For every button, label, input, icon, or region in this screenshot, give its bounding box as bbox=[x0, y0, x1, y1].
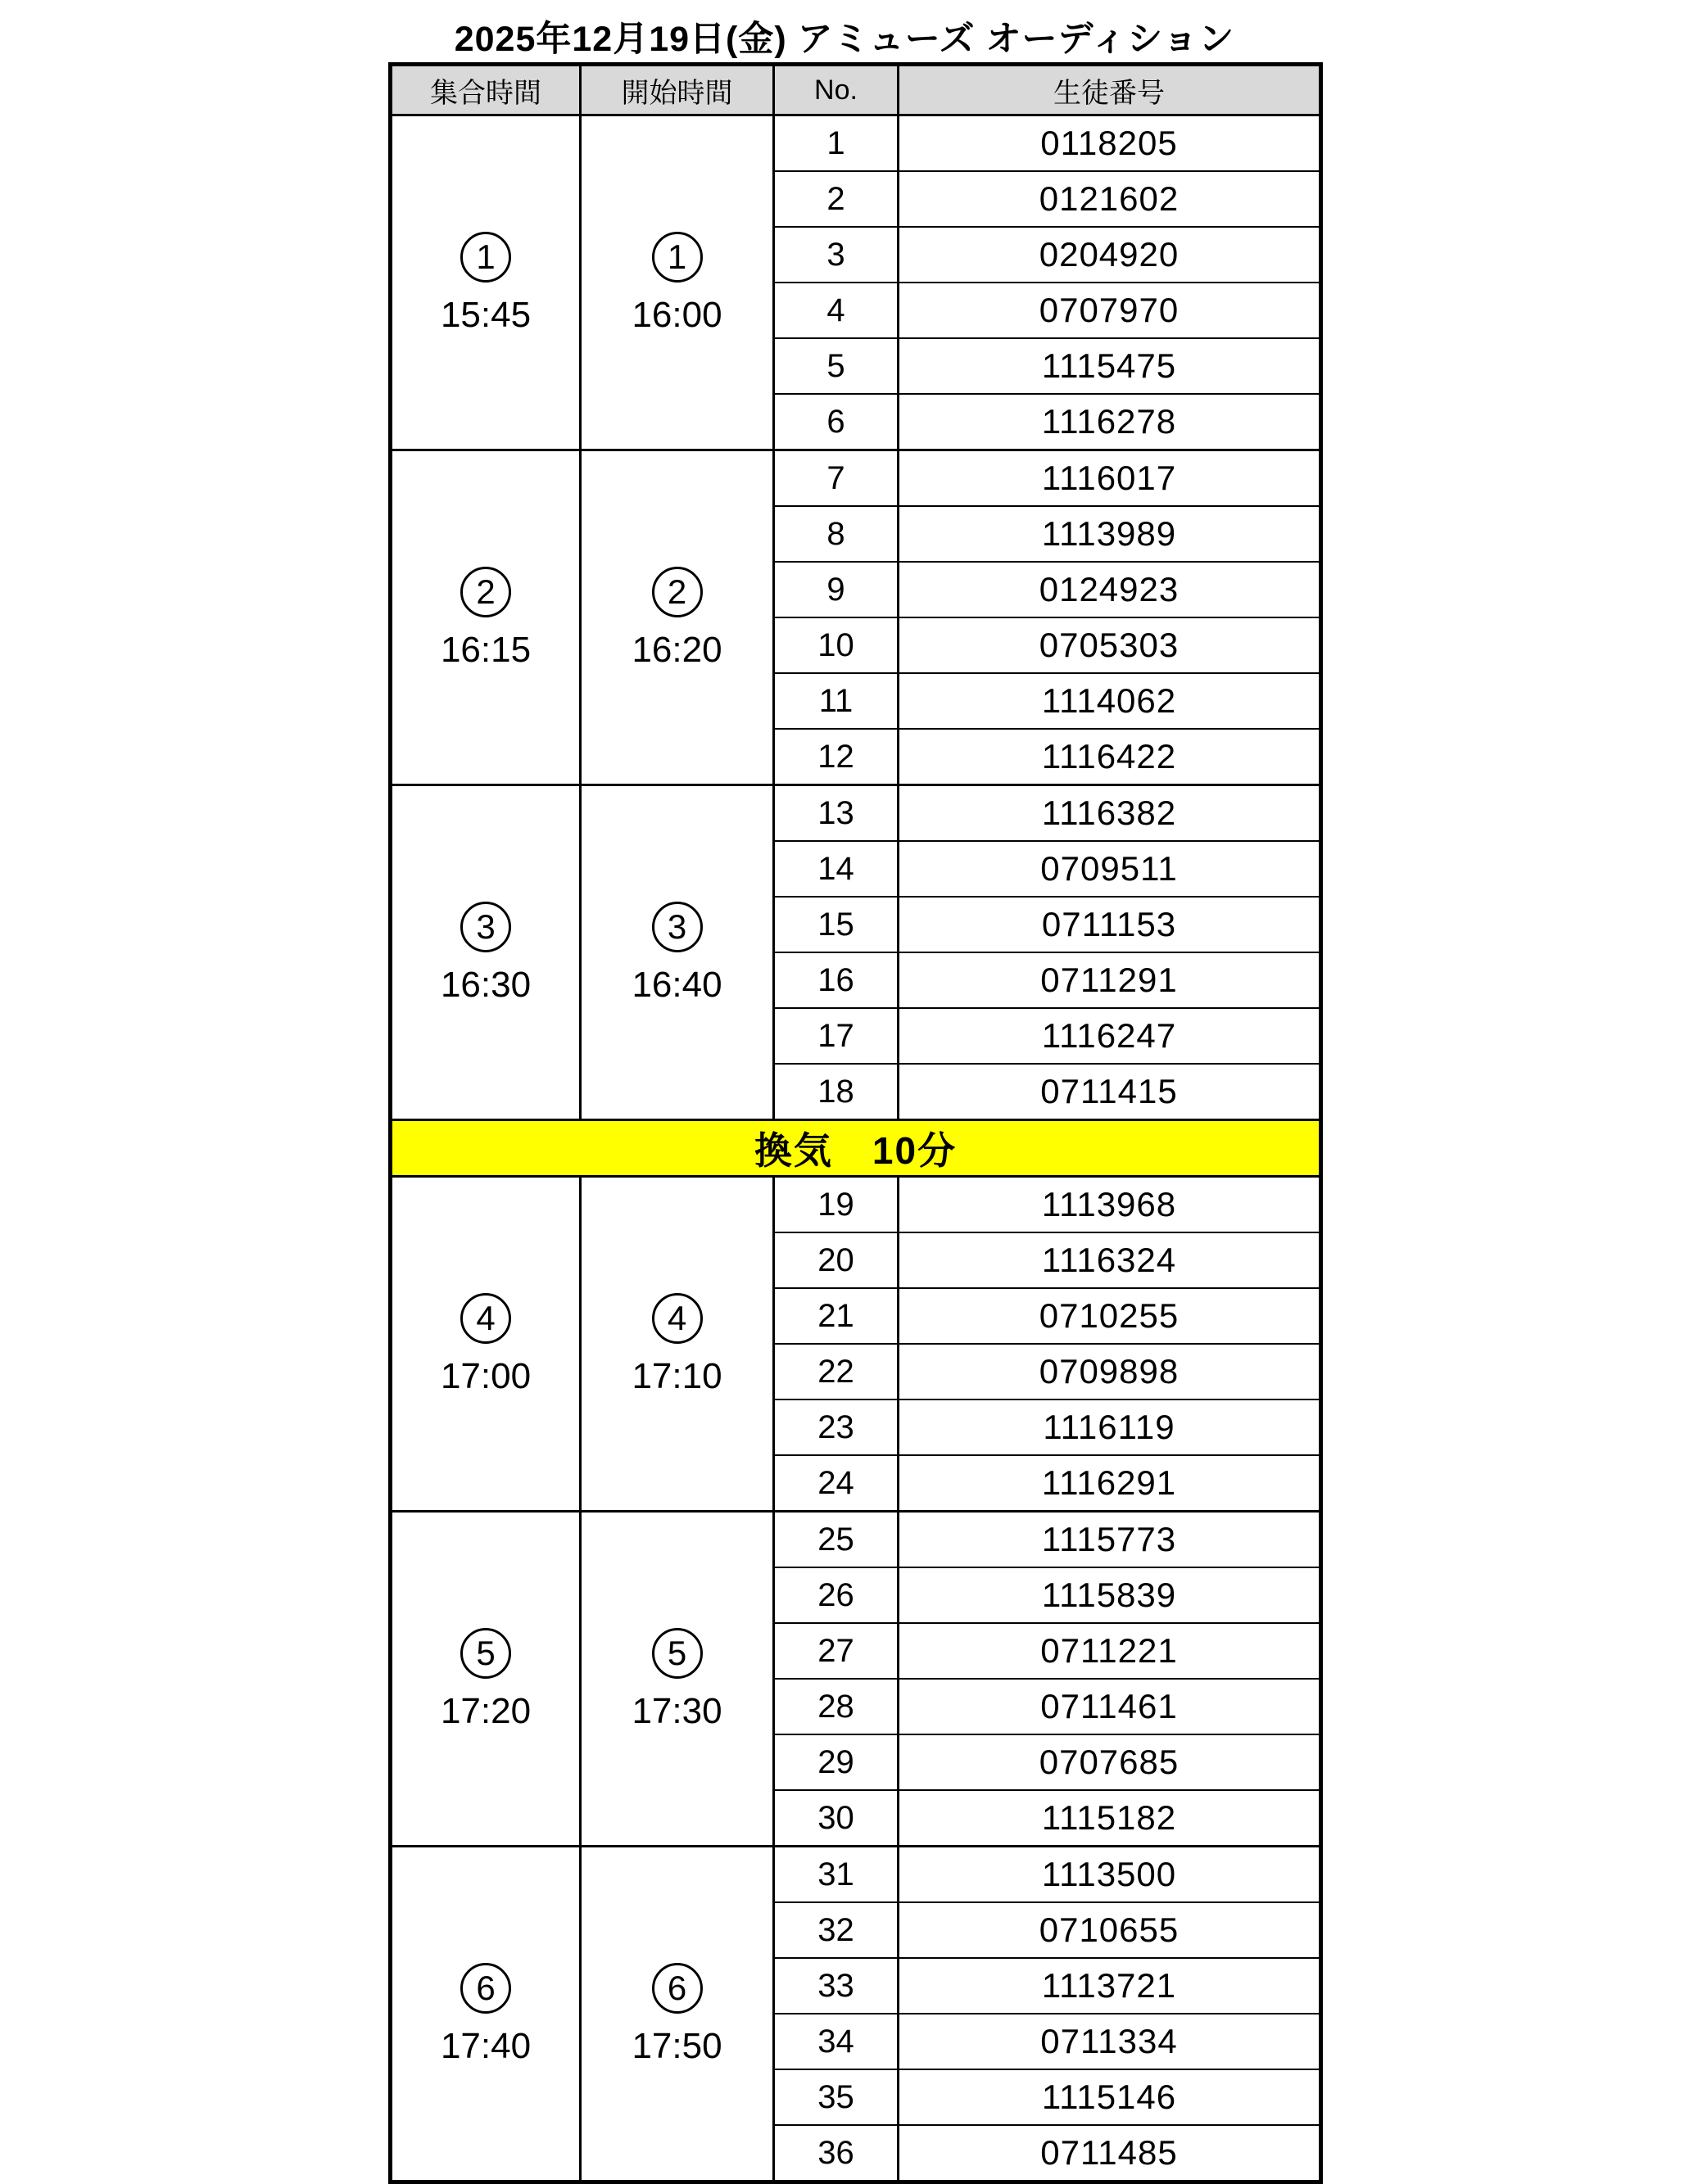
row-number-cell: 8 bbox=[774, 506, 899, 562]
column-header-start-time: 開始時間 bbox=[581, 65, 774, 115]
student-id-cell: 0711461 bbox=[899, 1679, 1321, 1734]
student-id-cell: 0711291 bbox=[899, 952, 1321, 1008]
group-number-circle-icon: 4 bbox=[652, 1293, 703, 1344]
group-meet-time-cell bbox=[391, 1512, 581, 1847]
start-time-text: 17:10 bbox=[632, 1356, 722, 1396]
student-id-cell: 0711221 bbox=[899, 1623, 1321, 1679]
group-number-circle-icon: 6 bbox=[652, 1963, 703, 2014]
row-number-cell: 21 bbox=[774, 1288, 899, 1344]
group-meet-time-cell bbox=[391, 115, 581, 450]
group-start-time-cell bbox=[581, 785, 774, 1120]
group-number-circle-icon: 4 bbox=[460, 1293, 511, 1344]
group-start-time-cell bbox=[581, 1512, 774, 1847]
group-number-circle-icon: 6 bbox=[460, 1963, 511, 2014]
student-id-cell: 1116278 bbox=[899, 394, 1321, 450]
ventilation-break-row bbox=[391, 1120, 1321, 1177]
student-id-cell: 1115839 bbox=[899, 1567, 1321, 1623]
student-id-cell: 1116382 bbox=[899, 785, 1321, 842]
student-id-cell: 1116422 bbox=[899, 729, 1321, 785]
student-id-cell: 0711334 bbox=[899, 2014, 1321, 2069]
table-body bbox=[391, 115, 1321, 2182]
row-number-cell: 31 bbox=[774, 1847, 899, 1903]
student-id-cell: 0711485 bbox=[899, 2125, 1321, 2182]
group-meet-time-cell bbox=[391, 785, 581, 1120]
row-number-cell: 4 bbox=[774, 283, 899, 338]
row-number-cell: 2 bbox=[774, 171, 899, 227]
column-header-no: No. bbox=[774, 65, 899, 115]
row-number-cell: 11 bbox=[774, 673, 899, 729]
row-number-cell: 1 bbox=[774, 115, 899, 172]
row-number-cell: 10 bbox=[774, 617, 899, 673]
student-id-cell: 1115475 bbox=[899, 338, 1321, 394]
meet-time-text: 17:20 bbox=[440, 1691, 532, 1731]
group-number-circle-icon: 2 bbox=[460, 567, 511, 617]
meet-time-text: 17:00 bbox=[440, 1356, 532, 1396]
column-header-student-id: 生徒番号 bbox=[899, 65, 1321, 115]
student-id-cell: 1116119 bbox=[899, 1399, 1321, 1455]
column-header-meet-time: 集合時間 bbox=[391, 65, 581, 115]
row-number-cell: 18 bbox=[774, 1064, 899, 1120]
ventilation-break-label: 換気 10分 bbox=[391, 1120, 1321, 1177]
start-time-text: 17:50 bbox=[632, 2026, 722, 2066]
student-id-cell: 1116324 bbox=[899, 1232, 1321, 1288]
student-id-cell: 0710255 bbox=[899, 1288, 1321, 1344]
table-row bbox=[391, 1847, 1321, 1903]
student-id-cell: 1115146 bbox=[899, 2069, 1321, 2125]
student-id-cell: 1116291 bbox=[899, 1455, 1321, 1512]
row-number-cell: 9 bbox=[774, 562, 899, 617]
table-row bbox=[391, 115, 1321, 172]
row-number-cell: 35 bbox=[774, 2069, 899, 2125]
row-number-cell: 19 bbox=[774, 1177, 899, 1233]
student-id-cell: 0705303 bbox=[899, 617, 1321, 673]
row-number-cell: 15 bbox=[774, 897, 899, 952]
row-number-cell: 27 bbox=[774, 1623, 899, 1679]
group-number-circle-icon: 1 bbox=[460, 232, 511, 283]
start-time-text: 16:40 bbox=[632, 965, 722, 1005]
row-number-cell: 26 bbox=[774, 1567, 899, 1623]
group-meet-time-cell bbox=[391, 1847, 581, 2182]
start-time-text: 16:20 bbox=[632, 630, 722, 670]
row-number-cell: 23 bbox=[774, 1399, 899, 1455]
row-number-cell: 29 bbox=[774, 1734, 899, 1790]
row-number-cell: 13 bbox=[774, 785, 899, 842]
student-id-cell: 1113721 bbox=[899, 1958, 1321, 2014]
student-id-cell: 1116017 bbox=[899, 450, 1321, 507]
student-id-cell: 1115773 bbox=[899, 1512, 1321, 1568]
table-row bbox=[391, 450, 1321, 507]
row-number-cell: 6 bbox=[774, 394, 899, 450]
student-id-cell: 1113989 bbox=[899, 506, 1321, 562]
row-number-cell: 22 bbox=[774, 1344, 899, 1399]
group-start-time-cell bbox=[581, 1177, 774, 1512]
table-row bbox=[391, 785, 1321, 842]
row-number-cell: 24 bbox=[774, 1455, 899, 1512]
table-header-row bbox=[391, 65, 1321, 115]
student-id-cell: 1116247 bbox=[899, 1008, 1321, 1064]
row-number-cell: 33 bbox=[774, 1958, 899, 2014]
group-meet-time-cell bbox=[391, 450, 581, 785]
student-id-cell: 0707970 bbox=[899, 283, 1321, 338]
row-number-cell: 28 bbox=[774, 1679, 899, 1734]
student-id-cell: 1113500 bbox=[899, 1847, 1321, 1903]
group-number-circle-icon: 2 bbox=[652, 567, 703, 617]
audition-schedule-table bbox=[388, 62, 1323, 2184]
student-id-cell: 0118205 bbox=[899, 115, 1321, 172]
page-title: 2025年12月19日(金) アミューズ オーディション bbox=[433, 11, 1257, 69]
student-id-cell: 0707685 bbox=[899, 1734, 1321, 1790]
row-number-cell: 17 bbox=[774, 1008, 899, 1064]
group-number-circle-icon: 5 bbox=[460, 1628, 511, 1679]
student-id-cell: 0124923 bbox=[899, 562, 1321, 617]
student-id-cell: 0204920 bbox=[899, 227, 1321, 283]
meet-time-text: 16:15 bbox=[440, 630, 532, 670]
row-number-cell: 34 bbox=[774, 2014, 899, 2069]
student-id-cell: 1115182 bbox=[899, 1790, 1321, 1847]
student-id-cell: 1113968 bbox=[899, 1177, 1321, 1233]
start-time-text: 17:30 bbox=[632, 1691, 722, 1731]
student-id-cell: 0121602 bbox=[899, 171, 1321, 227]
table-row bbox=[391, 1177, 1321, 1233]
table-row bbox=[391, 1512, 1321, 1568]
student-id-cell: 0711415 bbox=[899, 1064, 1321, 1120]
row-number-cell: 30 bbox=[774, 1790, 899, 1847]
group-meet-time-cell bbox=[391, 1177, 581, 1512]
student-id-cell: 1114062 bbox=[899, 673, 1321, 729]
group-number-circle-icon: 5 bbox=[652, 1628, 703, 1679]
group-start-time-cell bbox=[581, 1847, 774, 2182]
row-number-cell: 14 bbox=[774, 841, 899, 897]
row-number-cell: 5 bbox=[774, 338, 899, 394]
row-number-cell: 25 bbox=[774, 1512, 899, 1568]
meet-time-text: 16:30 bbox=[440, 965, 532, 1005]
row-number-cell: 16 bbox=[774, 952, 899, 1008]
student-id-cell: 0711153 bbox=[899, 897, 1321, 952]
student-id-cell: 0709898 bbox=[899, 1344, 1321, 1399]
group-number-circle-icon: 3 bbox=[460, 902, 511, 952]
row-number-cell: 32 bbox=[774, 1902, 899, 1958]
row-number-cell: 36 bbox=[774, 2125, 899, 2182]
meet-time-text: 15:45 bbox=[440, 295, 532, 335]
group-number-circle-icon: 3 bbox=[652, 902, 703, 952]
group-number-circle-icon: 1 bbox=[652, 232, 703, 283]
student-id-cell: 0710655 bbox=[899, 1902, 1321, 1958]
row-number-cell: 7 bbox=[774, 450, 899, 507]
row-number-cell: 20 bbox=[774, 1232, 899, 1288]
row-number-cell: 12 bbox=[774, 729, 899, 785]
group-start-time-cell bbox=[581, 450, 774, 785]
group-start-time-cell bbox=[581, 115, 774, 450]
start-time-text: 16:00 bbox=[632, 295, 722, 335]
row-number-cell: 3 bbox=[774, 227, 899, 283]
meet-time-text: 17:40 bbox=[440, 2026, 532, 2066]
student-id-cell: 0709511 bbox=[899, 841, 1321, 897]
title-row bbox=[0, 11, 1689, 69]
